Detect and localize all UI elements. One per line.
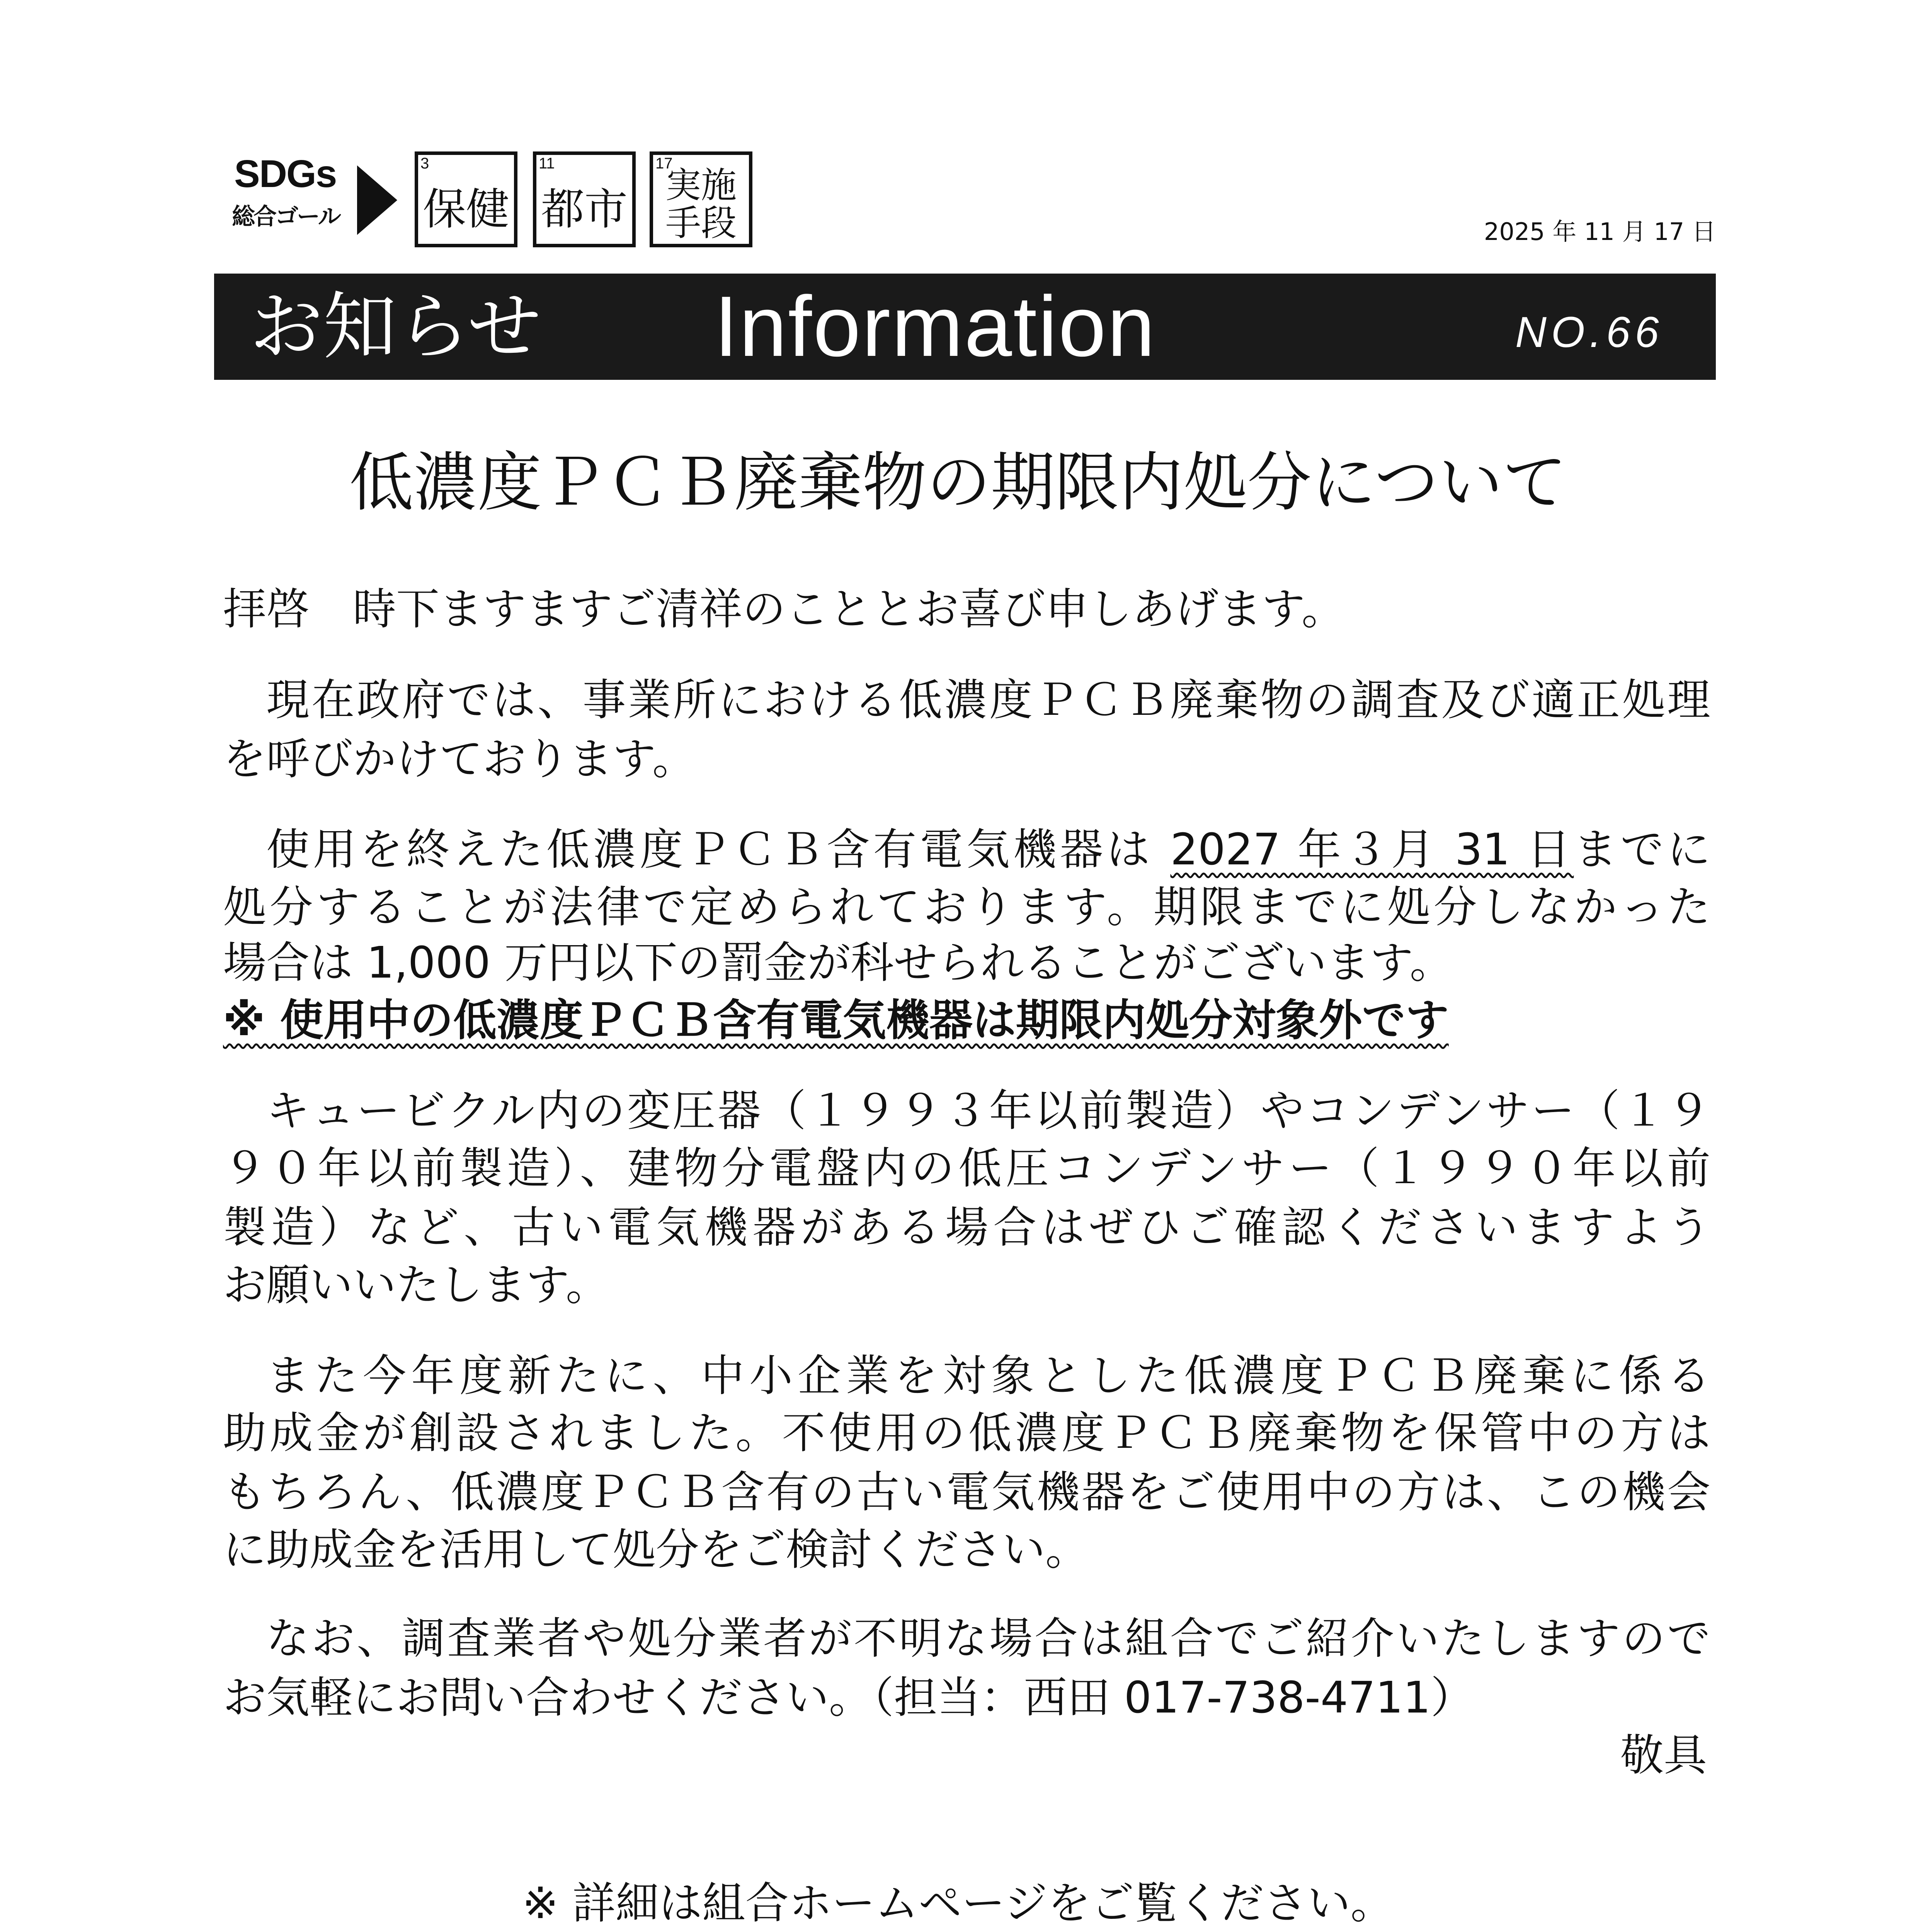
paragraph-line: お願いいたします。: [223, 1260, 609, 1310]
paragraph-line: ９０年以前製造）、建物分電盤内の低圧コンデンサー（１９９０年以前: [223, 1143, 1710, 1194]
deadline-date: 2027 年３月 31 日: [1170, 825, 1574, 875]
paragraph-line: 製造）など、古い電気機器がある場合はぜひご確認くださいますよう: [223, 1202, 1710, 1253]
detail-note: ※ 詳細は組合ホームページをご覧ください。: [522, 1878, 1394, 1929]
issue-date: 2025 年 11 月 17 日: [1484, 218, 1716, 246]
goal-label: 都市: [541, 184, 628, 235]
exclusion-notice: [223, 991, 1710, 1050]
right-arrow-icon: [357, 165, 397, 235]
sdg-goal-17-badge: [650, 151, 752, 247]
paragraph-line: キュービクル内の変圧器（１９９３年以前製造）やコンデンサー（１９: [266, 1086, 1710, 1136]
closing-word: 敬具: [1620, 1730, 1707, 1781]
greeting-line: 拝啓 時下ますますご清祥のこととお喜び申しあげます。: [223, 584, 1345, 634]
paragraph-line: [223, 820, 1710, 879]
goal-number: 11: [539, 155, 555, 172]
sdg-goal-3-badge: [415, 151, 517, 247]
deadline-text-after: までに: [1574, 825, 1711, 875]
paragraph-line: また今年度新たに、中小企業を対象とした低濃度ＰＣＢ廃棄に係る: [266, 1351, 1710, 1401]
header-banner: [214, 274, 1716, 380]
paragraph-line: に助成金を活用して処分をご検討ください。: [223, 1525, 1089, 1575]
issue-number: NO.66: [1515, 308, 1664, 356]
sdg-goal-11-badge: [533, 151, 636, 247]
document-title: 低濃度ＰＣＢ廃棄物の期限内処分について: [349, 446, 1567, 520]
paragraph-line: 処分することが法律で定められております。期限までに処分しなかった: [223, 882, 1710, 932]
deadline-text-before: 使用を終えた低濃度ＰＣＢ含有電気機器は: [266, 825, 1171, 875]
exclusion-notice-text: ※ 使用中の低濃度ＰＣＢ含有電気機器は期限内処分対象外です: [223, 995, 1449, 1046]
banner-title-ja: お知らせ: [250, 284, 541, 369]
paragraph-line: なお、調査業者や処分業者が不明な場合は組合でご紹介いたしますので: [266, 1614, 1710, 1664]
paragraph-line: もちろん、低濃度ＰＣＢ含有の古い電気機器をご使用中の方は、この機会: [223, 1467, 1710, 1517]
paragraph-line: 場合は 1,000 万円以下の罰金が科せられることがございます。: [223, 938, 1453, 988]
goal-label-line: 実施: [665, 165, 737, 206]
paragraph-line: 現在政府では、事業所における低濃度ＰＣＢ廃棄物の調査及び適正処理: [266, 675, 1710, 725]
goal-number: 3: [420, 155, 429, 172]
paragraph-line: を呼びかけております。: [223, 734, 696, 784]
paragraph-line: お気軽にお問い合わせください。（担当：西田 017-738-4711）: [223, 1673, 1474, 1723]
goal-number: 17: [655, 155, 673, 172]
goal-label: 保健: [423, 184, 509, 235]
goal-label-line: 手段: [665, 202, 737, 244]
sdgs-sublabel: 総合ゴール: [232, 203, 340, 230]
paragraph-line: 助成金が創設されました。不使用の低濃度ＰＣＢ廃棄物を保管中の方は: [223, 1408, 1710, 1458]
banner-title-en: Information: [714, 279, 1156, 374]
sdgs-label: SDGs: [234, 152, 337, 196]
